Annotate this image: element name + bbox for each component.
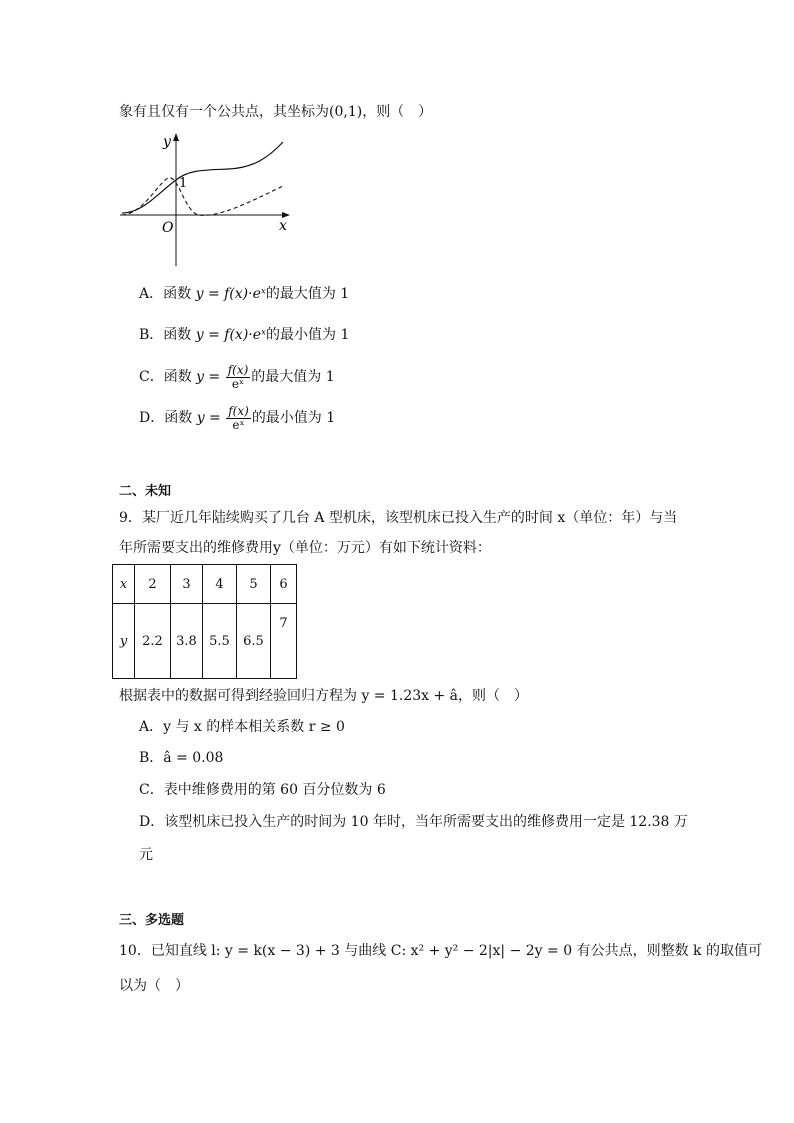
fraction-numerator: f(x) [227,362,249,377]
option-expression: y = f(x)·eˣ [195,286,266,302]
q8-option-d[interactable] [139,403,335,433]
option-post: 的最小值为 1 [266,327,350,343]
curve-dashed [122,178,283,216]
table-cell: 5 [237,565,271,604]
y-axis-arrow [173,133,179,141]
function-graph [118,128,298,268]
q9-stem-line2: 年所需要支出的维修费用y（单位：万元）有如下统计资料： [119,540,491,556]
option-lhs: y = [196,369,221,385]
x-axis-label: x [279,218,287,234]
q8-stem: 象有且仅有一个公共点，其坐标为(0,1)，则（ ） [119,104,433,120]
table-header-x: x [113,565,135,604]
option-pre: 函数 [164,410,193,426]
option-letter: B． [139,327,164,343]
table-cell: 3.8 [171,604,203,679]
table-cell: 4 [203,565,237,604]
origin-label: O [162,220,174,236]
table-row-x [113,565,297,604]
table-row-y [113,604,297,679]
option-lhs: y = [196,410,221,426]
option-post: 的最大值为 1 [251,369,335,385]
section-heading-multiple-choice: 三、多选题 [119,913,185,928]
q9-stem-line1: 9．某厂近几年陆续购买了几台 A 型机床，该型机床已投入生产的时间 x（单位：年）与当 [119,510,678,526]
table-cell: 7 [271,604,297,679]
option-pre: 函数 [163,327,192,343]
y-axis-label: y [163,134,171,150]
fraction-numerator: f(x) [228,403,249,418]
q9-option-c[interactable]: C．表中维修费用的第 60 百分位数为 6 [139,782,386,798]
q9-regression-statement: 根据表中的数据可得到经验回归方程为 y = 1.23x + â，则（ ） [119,688,529,704]
point-label-1: 1 [179,176,188,191]
option-post: 的最大值为 1 [265,286,350,302]
table-cell: 6 [271,565,297,604]
option-pre: 函数 [163,369,192,385]
q9-option-d-continued: 元 [139,847,153,863]
fraction [226,364,251,391]
option-letter: A． [139,286,164,302]
table-header-y: y [113,604,135,679]
table-cell: 5.5 [203,604,237,679]
table-cell: 2 [135,565,171,604]
option-letter: C． [139,369,164,385]
option-post: 的最小值为 1 [251,410,336,426]
curve-f-solid [122,142,283,213]
q8-option-a[interactable] [139,284,349,304]
option-letter: D． [139,410,165,426]
fraction-denominator: eˣ [232,417,245,432]
q10-stem-line2: 以为（ ） [119,978,189,994]
table-cell: 3 [171,565,203,604]
section-heading-unknown: 二、未知 [119,484,172,499]
option-expression: y = f(x)·eˣ [195,327,266,343]
q9-option-d[interactable]: D．该型机床已投入生产的时间为 10 年时，当年所需要支出的维修费用一定是 12.38 万 [139,814,688,830]
table-cell: 2.2 [135,604,171,679]
option-pre: 函数 [163,286,192,302]
table-cell: 6.5 [237,604,271,679]
fraction [226,405,251,432]
fraction-denominator: eˣ [231,376,245,391]
q8-option-c[interactable] [139,362,335,392]
q9-option-b[interactable]: B．â = 0.08 [139,750,224,766]
q8-option-b[interactable] [139,325,349,345]
q10-stem-line1: 10．已知直线 l: y = k(x − 3) + 3 与曲线 C: x² + y² − 2|x| − 2y = 0 有公共点，则整数 k 的取值可 [119,943,762,959]
statistics-table [112,564,297,679]
q9-option-a[interactable]: A．y 与 x 的样本相关系数 r ≥ 0 [139,719,345,735]
